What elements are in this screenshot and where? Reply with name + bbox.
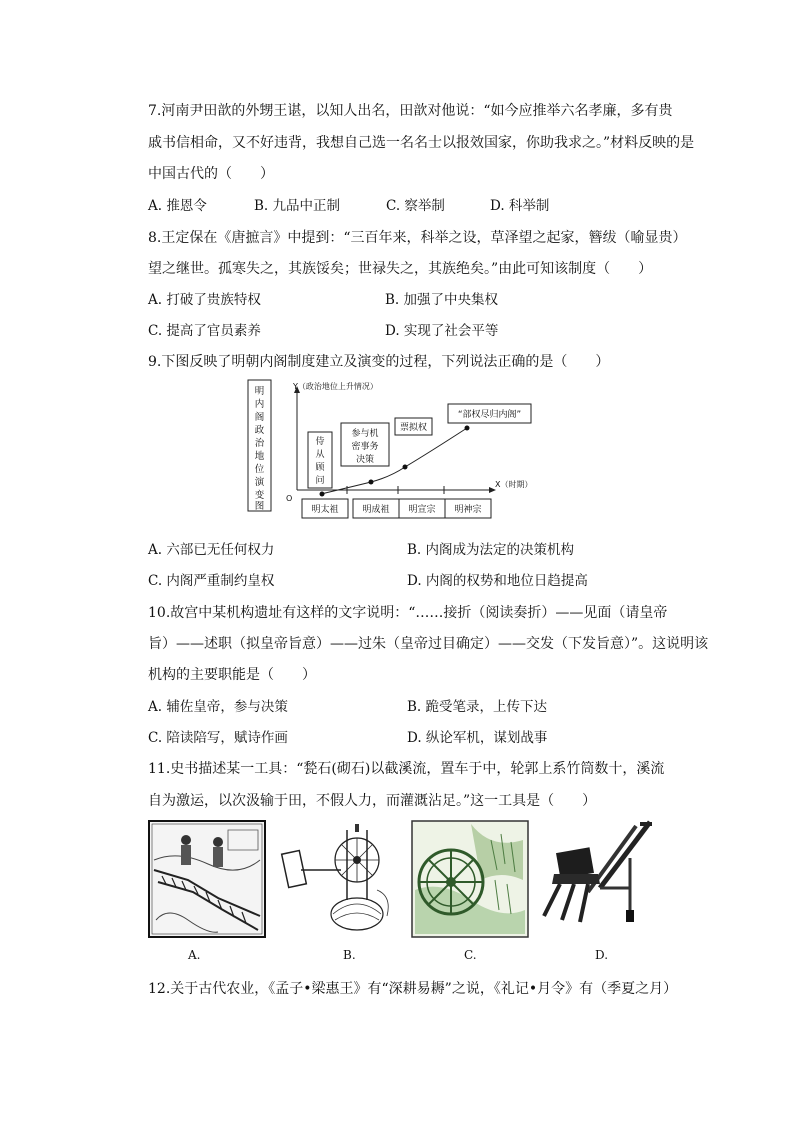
q7-line-1: 7.河南尹田歆的外甥王谌，以知人出名，田歆对他说：“如今应推举六名孝廉，多有贵	[148, 103, 673, 119]
q10-line-1: 10.故宫中某机构遗址有这样的文字说明：“……接折（阅读奏折）——见面（请皇帝	[148, 605, 668, 621]
q9-option-d[interactable]: D. 内阁的权势和地位日趋提高	[407, 573, 588, 589]
q10-line-3: 机构的主要职能是（ ）	[148, 667, 316, 683]
q10-option-a[interactable]: A. 辅佐皇帝，参与决策	[148, 699, 288, 715]
stage1-char: 从	[315, 450, 325, 460]
curve-point	[403, 465, 408, 470]
side-title-char: 内	[254, 399, 265, 410]
q7-option-d[interactable]: D. 科举制	[490, 198, 550, 214]
stage2-line: 密事务	[351, 442, 379, 452]
image-a-caption: A.	[188, 948, 201, 962]
side-title-char: 地	[254, 451, 265, 462]
image-b-caption: B.	[343, 948, 356, 962]
image-d-caption: D.	[595, 948, 609, 962]
stage2-line: 决策	[355, 455, 375, 465]
period-label: 明成祖	[362, 505, 390, 515]
q11-line-1: 11.史书描述某一工具：“甃石(砌石)以截溪流，置车于中，轮郭上系竹筒数十，溪流	[148, 761, 665, 777]
diagram-svg	[245, 378, 545, 523]
side-title-char: 政	[254, 425, 265, 436]
seeder-picture	[540, 818, 658, 940]
q8-option-c[interactable]: C. 提高了官员素养	[148, 323, 261, 339]
q7-line-2: 戚书信相命，又不好违背，我想自己选一名名士以报效国家，你助我求之。”材料反映的是	[148, 135, 695, 151]
q10-option-c[interactable]: C. 陪读陪写，赋诗作画	[148, 730, 288, 746]
tool-image-a[interactable]	[148, 820, 266, 938]
side-title-char: 治	[254, 438, 265, 449]
q7-option-a[interactable]: A. 推恩令	[148, 198, 207, 214]
curve-point	[369, 480, 374, 485]
woodcut-picture	[148, 820, 266, 938]
q7-line-3: 中国古代的（ ）	[148, 166, 274, 182]
stage1-char: 侍	[315, 437, 325, 447]
q7-option-b[interactable]: B. 九品中正制	[254, 198, 341, 214]
q9-option-b[interactable]: B. 内阁成为法定的决策机构	[407, 542, 575, 558]
q8-option-b[interactable]: B. 加强了中央集权	[385, 292, 499, 308]
tool-image-b[interactable]	[277, 820, 405, 938]
period-label: 明神宗	[454, 505, 482, 515]
q8-line-2: 望之继世。孤寒失之，其族馁矣；世禄失之，其族绝矣。”由此可知该制度（ ）	[148, 261, 653, 277]
q8-line-1: 8.王定保在《唐摭言》中提到：“三百年来，科举之设，草泽望之起家，簪绂（喻显贵）	[148, 230, 687, 246]
q10-line-2: 旨）——述职（拟皇帝旨意）——过朱（皇帝过目确定）——交发（下发旨意）”。这说明该	[148, 636, 709, 652]
q8-option-a[interactable]: A. 打破了贵族特权	[148, 292, 261, 308]
cabinet-evolution-diagram	[245, 378, 545, 523]
side-title-char: 位	[254, 464, 265, 475]
image-c-caption: C.	[464, 948, 477, 962]
q12-line-1: 12.关于古代农业，《孟子•梁惠王》有“深耕易耨”之说，《礼记•月令》有（季夏之月）	[148, 981, 678, 997]
q8-option-d[interactable]: D. 实现了社会平等	[385, 323, 499, 339]
tool-image-c[interactable]	[411, 820, 529, 938]
period-label: 明太祖	[311, 505, 339, 515]
x-axis-label: X（时期）	[495, 480, 533, 489]
y-axis-label: Y（政治地位上升情况）	[293, 382, 378, 391]
side-title-char: 图	[254, 501, 265, 512]
stage1-char: 问	[315, 476, 325, 486]
period-label: 明宣宗	[408, 505, 436, 515]
tool-image-d[interactable]	[540, 818, 658, 940]
side-title-char: 明	[254, 386, 265, 397]
q7-option-c[interactable]: C. 察举制	[386, 198, 445, 214]
curve-point	[465, 426, 470, 431]
q10-option-d[interactable]: D. 纵论军机，谋划战事	[407, 730, 548, 746]
stage3-label: 票拟权	[399, 423, 428, 433]
stage2-line: 参与机	[351, 429, 379, 439]
q10-option-b[interactable]: B. 跪受笔录，上传下达	[407, 699, 548, 715]
water-wheel-picture	[411, 820, 529, 938]
curve-point	[320, 492, 325, 497]
stage4-label: “部权尽归内阁”	[457, 410, 522, 420]
line-drawing-picture	[277, 820, 405, 938]
q9-option-a[interactable]: A. 六部已无任何权力	[148, 542, 275, 558]
side-title-char: 阁	[254, 412, 265, 423]
q11-line-2: 自为激运，以次汲输于田，不假人力，而灌溉沾足。”这一工具是（ ）	[148, 793, 597, 809]
q9-option-c[interactable]: C. 内阁严重制约皇权	[148, 573, 275, 589]
side-title-char: 演	[254, 477, 265, 488]
origin-label: O	[286, 494, 293, 503]
q9-line-1: 9.下图反映了明朝内阁制度建立及演变的过程，下列说法正确的是（ ）	[148, 354, 610, 370]
side-title-char: 变	[254, 490, 265, 501]
stage1-char: 顾	[315, 463, 325, 473]
